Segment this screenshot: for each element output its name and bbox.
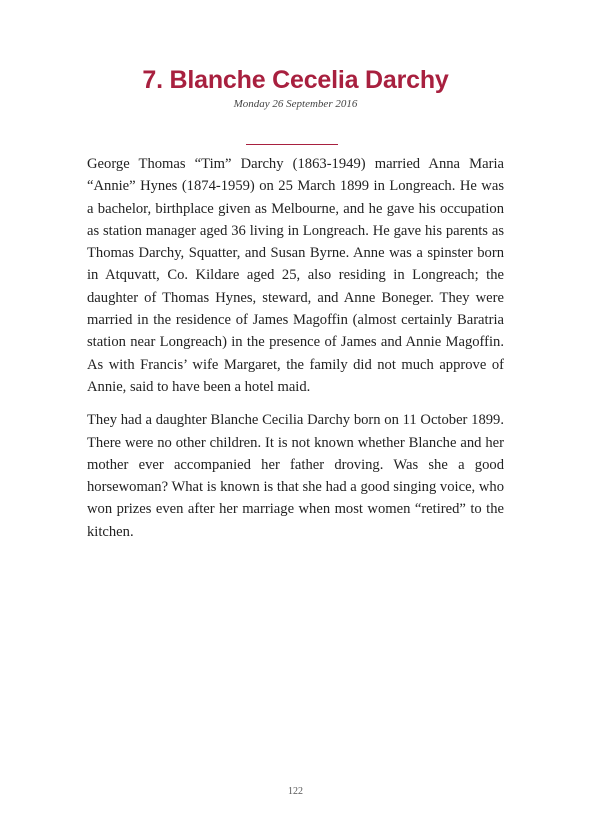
page-number: 122 [288,786,303,797]
title-divider [246,144,338,145]
chapter-date: Monday 26 September 2016 [233,98,358,110]
chapter-body [87,153,504,543]
body-paragraph: They had a daughter Blanche Cecilia Darchy born on 11 October 1899. There were no other children. It is not known whether Blanche and her mother ever accompanied her father droving. Was she a good horsewoman? What is known is that she had a good singing voice, who won prizes even after her marriage when most women “retired” to the kitchen. [87,412,504,540]
chapter-title: 7. Blanche Cecelia Darchy [142,66,449,94]
body-paragraph: George Thomas “Tim” Darchy (1863-1949) married Anna Maria “Annie” Hynes (1874-1959) on 25 March 1899 in Longreach. He was a bachelor, birthplace given as Melbourne, and he gave his occupation as station manager aged 36 living in Longreach. He gave his parents as Thomas Darchy, Squatter, and Susan Byrne. Anne was a spinster born in Atquvatt, Co. Kildare aged 25, also residing in Longreach; the daughter of Thomas Hynes, steward, and Anne Boneger. They were married in the residence of James Magoffin (almost certainly Baratria station near Longreach) in the presence of James and Annie Magoffin. As with Francis’ wife Margaret, the family did not much approve of Annie, said to have been a hotel maid. [87,156,504,395]
